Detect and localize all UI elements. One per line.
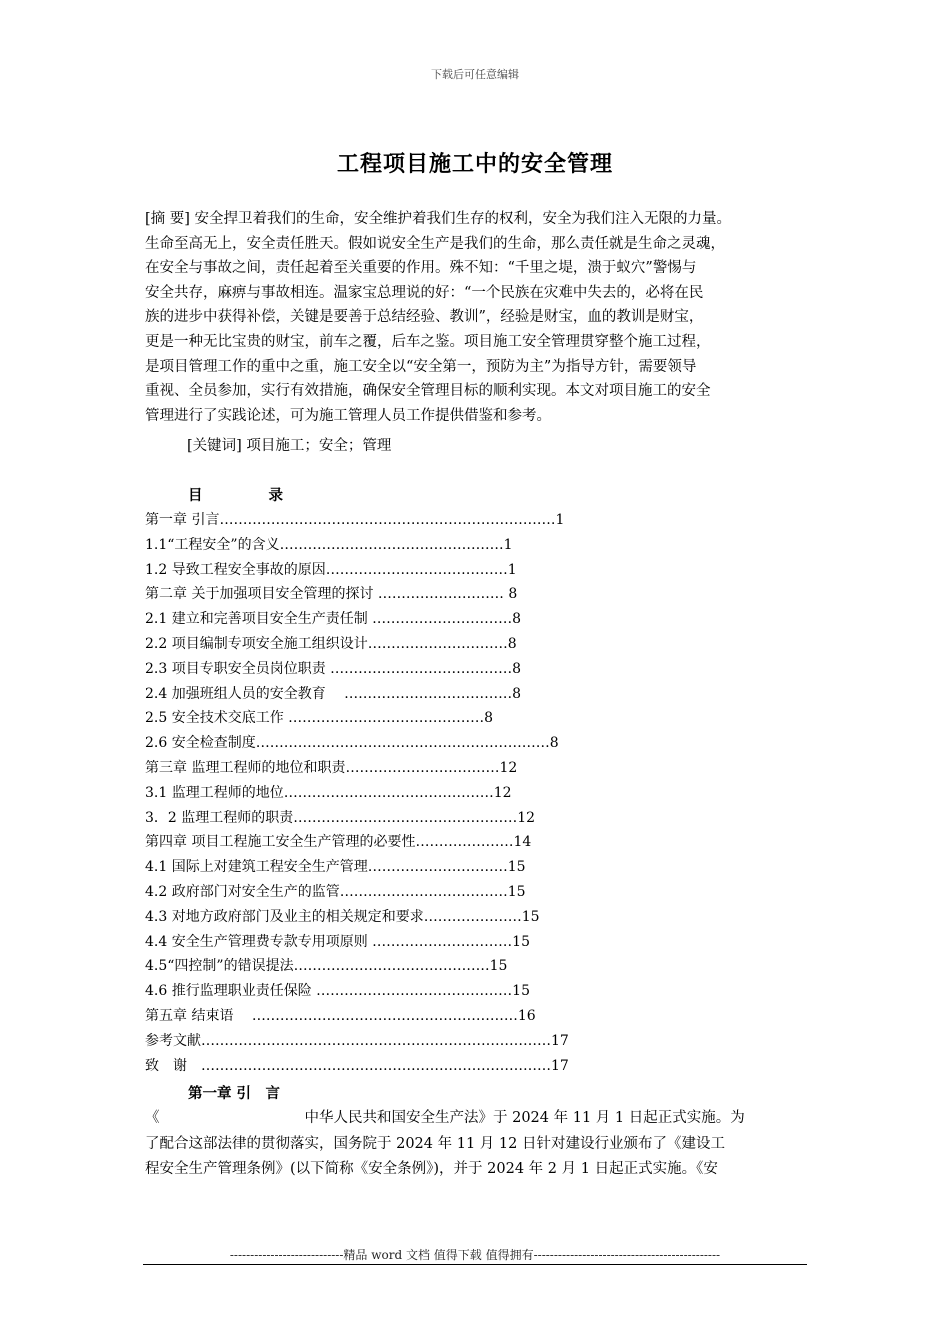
- toc-entry[interactable]: 3．2 监理工程师的职责…………………………………………12: [145, 809, 536, 826]
- page-header-note: 下载后可任意编辑: [431, 68, 519, 81]
- abstract-line: 重视、全员参加，实行有效措施，确保安全管理目标的顺利实现。本文对项目施工的安全: [145, 383, 711, 400]
- toc-entry[interactable]: 2.4 加强班组人员的安全教育 ………………………………8: [145, 685, 522, 702]
- footer-divider: [143, 1264, 807, 1265]
- toc-entry[interactable]: 第四章 项目工程施工安全生产管理的必要性…………………14: [145, 834, 532, 851]
- abstract-line: 安全共存，麻痹与事故相连。温家宝总理说的好：“一个民族在灾难中失去的，必将在民: [145, 284, 704, 301]
- toc-entry[interactable]: 参考文献…………………………………………………………………17: [145, 1032, 569, 1049]
- abstract-line: 族的进步中获得补偿，关键是要善于总结经验、教训”，经验是财宝，血的教训是财宝，: [145, 309, 704, 326]
- toc-heading-char: 目: [188, 487, 203, 504]
- toc-entry[interactable]: 2.6 安全检查制度………………………………………………………8: [145, 735, 559, 752]
- document-title: 工程项目施工中的安全管理: [336, 151, 613, 177]
- toc-entry[interactable]: 4.6 推行监理职业责任保险 ……………………………………15: [145, 983, 530, 1000]
- toc-entry[interactable]: 2.2 项目编制专项安全施工组织设计…………………………8: [145, 635, 517, 652]
- chapter-heading: 第一章 引 言: [188, 1085, 281, 1102]
- body-text: [145, 1106, 810, 1183]
- abstract: [145, 207, 810, 428]
- toc-entry[interactable]: 4.5“四控制”的错误提法……………………………………15: [145, 958, 508, 975]
- toc-entry[interactable]: 第二章 关于加强项目安全管理的探讨 ……………………… 8: [145, 586, 518, 603]
- toc-entry[interactable]: 2.3 项目专职安全员岗位职责 …………………………………8: [145, 660, 522, 677]
- toc-entry[interactable]: 4.3 对地方政府部门及业主的相关规定和要求…………………15: [145, 908, 540, 925]
- toc-entry[interactable]: 2.1 建立和完善项目安全生产责任制 …………………………8: [145, 611, 522, 628]
- keywords: [关键词] 项目施工；安全；管理: [187, 438, 392, 454]
- toc-entry[interactable]: 3.1 监理工程师的地位………………………………………12: [145, 784, 512, 801]
- toc-entry[interactable]: 4.4 安全生产管理费专款专用项原则 …………………………15: [145, 933, 530, 950]
- toc-entry[interactable]: 第五章 结束语 …………………………………………………16: [145, 1007, 536, 1024]
- abstract-line: 在安全与事故之间，责任起着至关重要的作用。殊不知：“千里之堤，溃于蚁穴”警惕与: [145, 260, 697, 277]
- toc-entry[interactable]: 1.1“工程安全”的含义…………………………………………1: [145, 536, 513, 553]
- body-line: 《 中华人民共和国安全生产法》于 2024 年 11 月 1 日起正式实施。为: [145, 1110, 745, 1126]
- toc-entry[interactable]: 4.2 政府部门对安全生产的监管………………………………15: [145, 883, 526, 900]
- toc-entry[interactable]: 1.2 导致工程安全事故的原因…………………………………1: [145, 561, 517, 578]
- toc-entry[interactable]: 致 谢 …………………………………………………………………17: [145, 1057, 569, 1074]
- page-footer-note: ----------------------------精品 word 文档 值得下载 值得拥有----------------------------------------------: [229, 1248, 721, 1262]
- abstract-line: 管理进行了实践论述，可为施工管理人员工作提供借鉴和参考。: [145, 407, 551, 424]
- abstract-line: [摘 要] 安全捍卫着我们的生命，安全维护着我们生存的权利，安全为我们注入无限的力量。: [145, 211, 732, 227]
- body-line: 了配合这部法律的贯彻落实，国务院于 2024 年 11 月 12 日针对建设行业颁布了《建设工: [145, 1135, 725, 1152]
- abstract-line: 更是一种无比宝贵的财宝，前车之覆，后车之鉴。项目施工安全管理贯穿整个施工过程，: [145, 333, 711, 350]
- body-line: 程安全生产管理条例》(以下简称《安全条例》)，并于 2024 年 2 月 1 日起正式实施。《安: [145, 1161, 718, 1177]
- toc-entry[interactable]: 4.1 国际上对建筑工程安全生产管理…………………………15: [145, 859, 526, 876]
- toc-heading: [188, 484, 283, 505]
- toc-entry[interactable]: 2.5 安全技术交底工作 ……………………………………8: [145, 710, 494, 727]
- toc-entry[interactable]: 第一章 引言………………………………………………………………1: [145, 512, 565, 528]
- abstract-line: 是项目管理工作的重中之重，施工安全以“安全第一，预防为主”为指导方针，需要领导: [145, 358, 697, 375]
- toc-heading-char: 录: [268, 487, 283, 504]
- abstract-line: 生命至高无上，安全责任胜天。假如说安全生产是我们的生命，那么责任就是生命之灵魂，: [145, 235, 725, 252]
- toc-entry[interactable]: 第三章 监理工程师的地位和职责……………………………12: [145, 759, 518, 776]
- table-of-contents: [145, 508, 569, 1078]
